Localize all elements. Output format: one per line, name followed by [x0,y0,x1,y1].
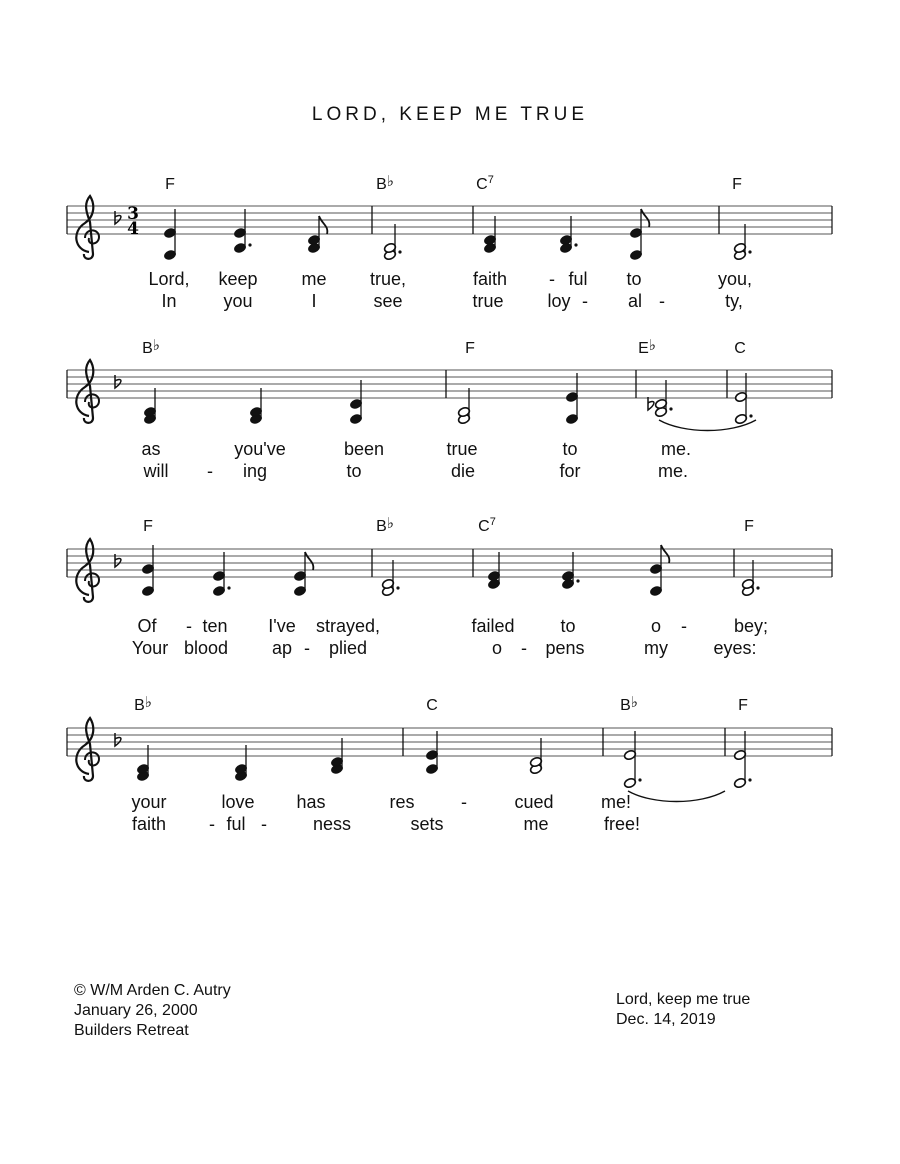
note-flag [661,545,669,563]
lyric-verse1-syllable: me! [600,792,632,812]
note [307,216,327,254]
lyric-verse1-syllable: me. [660,439,692,459]
lyric-verse1-syllable: failed [471,616,515,636]
chord-symbol: E♭ [638,336,656,357]
footer-date: January 26, 2000 [74,1002,198,1019]
note-dot [756,586,759,589]
note-dot [748,250,751,253]
lyric-verse2-syllable: al [627,291,643,311]
note [212,552,230,597]
time-signature-top: 3 [127,204,139,224]
chord-symbol: F [143,518,153,535]
note [649,545,669,597]
note [559,216,577,254]
footer-copyright: © W/M Arden C. Autry [74,982,231,999]
chord-symbol: F [738,697,748,714]
note [561,552,579,590]
chord-symbol: B♭ [376,514,394,535]
note [741,560,759,597]
chord-extension: 7 [487,174,494,186]
note [381,560,399,597]
chord-symbol: $C^7$ [478,516,496,535]
lyric-verse2-syllable: o [491,638,503,658]
note [234,745,247,782]
chord-symbol: B♭ [142,336,160,357]
lyric-verse1-syllable: - [186,616,192,636]
lyric-verse2-syllable: plied [328,638,368,658]
chord-symbol: F [465,340,475,357]
note [565,373,578,425]
lyric-verse2-syllable: blood [183,638,229,658]
chord-symbol: B♭ [376,172,394,193]
lyric-verse1-syllable: to [560,616,576,636]
lyric-verse1-syllable: Lord, [148,269,190,289]
lyric-verse2-syllable: for [559,461,581,481]
lyric-verse1-syllable: - [549,269,555,289]
chord-accidental: ♭ [386,172,394,190]
lyric-verse1-syllable: cued [514,792,554,812]
note [734,373,752,425]
note [136,745,149,782]
note-dot [227,586,230,589]
chord-symbol: F [744,518,754,535]
note-dot [248,243,251,246]
note [425,731,438,775]
lyric-verse2-syllable: - [261,814,267,834]
lyric-verse1-syllable: to [626,269,642,289]
lyric-verse2-syllable: faith [131,814,167,834]
chord-accidental: ♭ [152,336,160,354]
lyric-verse1-syllable: true [446,439,478,459]
lyric-verse2-syllable: ing [242,461,268,481]
lyric-verse2-syllable: ful [226,814,246,834]
lyric-verse2-syllable: ty, [725,291,743,311]
chord-symbol: $C^7$ [476,174,494,193]
note [143,388,156,425]
lyric-verse1-syllable: you've [234,439,286,459]
note [249,388,262,425]
lyric-verse2-syllable: die [450,461,476,481]
note [141,545,154,597]
chord-extension: 7 [489,516,496,528]
lyric-verse2-syllable: see [373,291,403,311]
note-dot [396,586,399,589]
note-flag [319,216,327,234]
note [487,552,500,590]
chord-symbol: F [732,176,742,193]
chord-accidental: ♭ [648,336,656,354]
lyric-verse2-syllable: - [659,291,665,311]
note [483,216,496,254]
lyric-verse1-syllable: your [131,792,167,812]
lyric-verse1-syllable: true, [369,269,407,289]
staff-system [67,172,832,311]
note-dot [398,250,401,253]
lyric-verse1-syllable: strayed, [315,616,381,636]
note-dot [748,778,751,781]
chord-symbol: F [165,176,175,193]
accidental-flat-icon [648,397,654,410]
chord-symbol: C [426,697,438,714]
note [733,731,751,789]
staff-system [67,693,832,834]
lyric-verse2-syllable: - [207,461,213,481]
chord-accidental: ♭ [144,693,152,711]
lyric-verse2-syllable: pens [545,638,585,658]
footer-revision-date: Dec. 14, 2019 [616,1011,716,1028]
lyric-verse1-syllable: has [296,792,326,812]
lyric-verse1-syllable: - [681,616,687,636]
footer-info [616,990,750,1030]
lyric-verse1-syllable: me [301,269,327,289]
footer-credits [74,981,231,1041]
lyric-verse1-syllable: love [221,792,255,812]
tie-slur [628,791,725,802]
lyric-verse1-syllable: - [461,792,467,812]
note [733,224,751,261]
lyric-verse1-syllable: as [141,439,161,459]
footer-event: Builders Retreat [74,1022,189,1039]
note [233,209,251,254]
lyric-verse1-syllable: bey; [733,616,769,636]
chord-symbol: B♭ [620,693,638,714]
lyric-verse1-syllable: faith [472,269,508,289]
lyric-verse2-syllable: Your [131,638,169,658]
note-flag [641,209,649,227]
lyric-verse1-syllable: keep [218,269,258,289]
note-flag [305,552,313,570]
note-dot [574,243,577,246]
time-signature-bottom: 4 [127,219,139,239]
lyric-verse2-syllable: - [209,814,215,834]
lyric-verse2-syllable: - [582,291,588,311]
chord-accidental: ♭ [630,693,638,711]
lyric-verse2-syllable: In [161,291,177,311]
lyric-verse2-syllable: true [472,291,504,311]
note [383,224,401,261]
note [293,552,313,597]
staff-system [67,514,832,658]
lyric-verse1-syllable: ten [202,616,228,636]
chord-symbol: C [734,340,746,357]
lyric-verse2-syllable: to [346,461,362,481]
lyric-verse2-syllable: my [644,638,668,658]
note [457,388,470,425]
lyric-verse2-syllable: I [311,291,317,311]
lyric-verse2-syllable: eyes: [713,638,757,658]
lyric-verse1-syllable: to [562,439,578,459]
lyric-verse2-syllable: me [523,814,549,834]
note-dot [749,414,752,417]
note-dot [576,579,579,582]
lyric-verse1-syllable: you, [717,269,753,289]
staff-system [67,336,832,481]
chord-accidental: ♭ [386,514,394,532]
note-dot [638,778,641,781]
lyric-verse2-syllable: sets [410,814,444,834]
lyric-verse2-syllable: you [223,291,253,311]
lyric-verse1-syllable: I've [268,616,296,636]
lyric-verse2-syllable: - [304,638,310,658]
footer-song-name: Lord, keep me true [616,991,751,1008]
lyric-verse2-syllable: loy [547,291,571,311]
lyric-verse2-syllable: ap [271,638,293,658]
note [629,209,649,261]
lyric-verse1-syllable: res [389,792,415,812]
lyric-verse2-syllable: me. [657,461,689,481]
lyric-verse2-syllable: - [521,638,527,658]
note-dot [669,407,672,410]
song-title: LORD, KEEP ME TRUE [311,104,589,125]
lyric-verse1-syllable: ful [568,269,588,289]
note [349,380,362,425]
lyric-verse1-syllable: o [650,616,662,636]
note [163,209,176,261]
lyric-verse1-syllable: been [343,439,385,459]
chord-symbol: B♭ [134,693,152,714]
lyric-verse1-syllable: Of [137,616,157,636]
lyric-verse2-syllable: will [143,461,169,481]
lyric-verse2-syllable: ness [312,814,352,834]
lyric-verse2-syllable: free! [603,814,641,834]
